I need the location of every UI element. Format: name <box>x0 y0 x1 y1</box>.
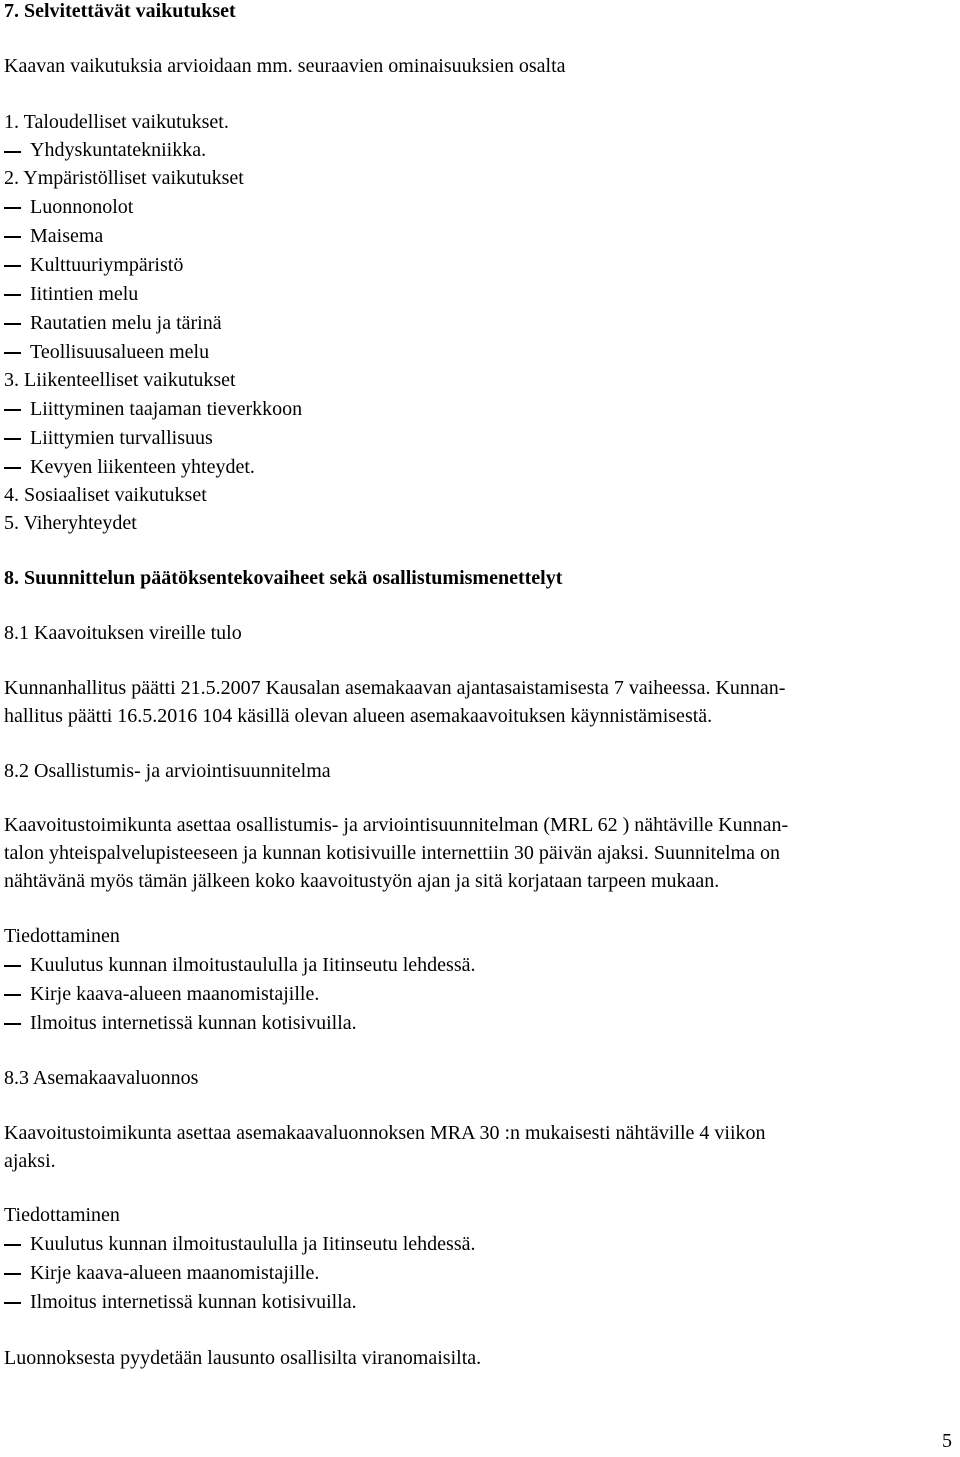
closing-paragraph: Luonnoksesta pyydetään lausunto osallisilta viranomaisilta. <box>4 1347 482 1369</box>
subsection-8-1-title: 8.1 Kaavoituksen vireille tulo <box>4 622 242 644</box>
dash-bullet <box>4 323 21 325</box>
dash-bullet <box>4 467 21 469</box>
paragraph-line: hallitus päätti 16.5.2016 104 käsillä olevan alueen asemakaavoituksen käynnistämisestä. <box>4 705 713 727</box>
list-subitem: Kirje kaava-alueen maanomistajille. <box>30 1262 320 1284</box>
list-subitem: Yhdyskuntatekniikka. <box>30 139 207 161</box>
dash-bullet <box>4 352 21 354</box>
paragraph-line: nähtävänä myös tämän jälkeen koko kaavoitustyön ajan ja sitä korjataan tarpeen mukaan. <box>4 870 720 892</box>
subsection-8-3-title: 8.3 Asemakaavaluonnos <box>4 1067 199 1089</box>
list-subitem: Teollisuusalueen melu <box>30 341 210 363</box>
dash-bullet <box>4 1244 21 1246</box>
dash-bullet <box>4 994 21 996</box>
section-7-heading: 7. Selvitettävät vaikutukset <box>4 0 236 22</box>
section-8-heading: 8. Suunnittelun päätöksentekovaiheet sekä osallistumismenettelyt <box>4 567 563 589</box>
list-item-3: 3. Liikenteelliset vaikutukset <box>4 369 236 391</box>
list-item-5: 5. Viheryhteydet <box>4 512 137 534</box>
list-subitem: Rautatien melu ja tärinä <box>30 312 222 334</box>
subsection-8-2-title: 8.2 Osallistumis- ja arviointisuunnitelma <box>4 760 331 782</box>
list-subitem: Maisema <box>30 225 104 247</box>
dash-bullet <box>4 965 21 967</box>
list-subitem: Ilmoitus internetissä kunnan kotisivuilla. <box>30 1291 357 1313</box>
list-subitem: Iitintien melu <box>30 283 139 305</box>
dash-bullet <box>4 294 21 296</box>
list-subitem: Kulttuuriympäristö <box>30 254 184 276</box>
dash-bullet <box>4 1302 21 1304</box>
tiedottaminen-label: Tiedottaminen <box>4 1204 120 1226</box>
dash-bullet <box>4 151 21 153</box>
list-item-4: 4. Sosiaaliset vaikutukset <box>4 484 207 506</box>
dash-bullet <box>4 265 21 267</box>
list-subitem: Liittymien turvallisuus <box>30 427 213 449</box>
dash-bullet <box>4 409 21 411</box>
paragraph-line: talon yhteispalvelupisteeseen ja kunnan kotisivuille internettiin 30 päivän ajaksi. Suunnitelma on <box>4 842 780 864</box>
list-item-2: 2. Ympäristölliset vaikutukset <box>4 167 244 189</box>
list-subitem: Kevyen liikenteen yhteydet. <box>30 456 255 478</box>
dash-bullet <box>4 236 21 238</box>
dash-bullet <box>4 1273 21 1275</box>
dash-bullet <box>4 1023 21 1025</box>
paragraph-line: Kaavoitustoimikunta asettaa asemakaavaluonnoksen MRA 30 :n mukaisesti nähtäville 4 viikon <box>4 1122 766 1144</box>
list-subitem: Kuulutus kunnan ilmoitustaululla ja Iitinseutu lehdessä. <box>30 1233 476 1255</box>
list-subitem: Liittyminen taajaman tieverkkoon <box>30 398 303 420</box>
list-subitem: Ilmoitus internetissä kunnan kotisivuilla. <box>30 1012 357 1034</box>
page-number: 5 <box>942 1430 952 1452</box>
tiedottaminen-label: Tiedottaminen <box>4 925 120 947</box>
paragraph-line: Kaavoitustoimikunta asettaa osallistumis- ja arviointisuunnitelman (MRL 62 ) nähtäville Kunnan- <box>4 814 789 836</box>
list-subitem: Kuulutus kunnan ilmoitustaululla ja Iitinseutu lehdessä. <box>30 954 476 976</box>
list-item-1: 1. Taloudelliset vaikutukset. <box>4 111 229 133</box>
section-7-intro: Kaavan vaikutuksia arvioidaan mm. seuraavien ominaisuuksien osalta <box>4 55 566 77</box>
paragraph-line: ajaksi. <box>4 1150 56 1172</box>
paragraph-line: Kunnanhallitus päätti 21.5.2007 Kausalan asemakaavan ajantasaistamisesta 7 vaiheessa. Kunnan- <box>4 677 786 699</box>
list-subitem: Kirje kaava-alueen maanomistajille. <box>30 983 320 1005</box>
dash-bullet <box>4 438 21 440</box>
dash-bullet <box>4 207 21 209</box>
list-subitem: Luonnonolot <box>30 196 134 218</box>
